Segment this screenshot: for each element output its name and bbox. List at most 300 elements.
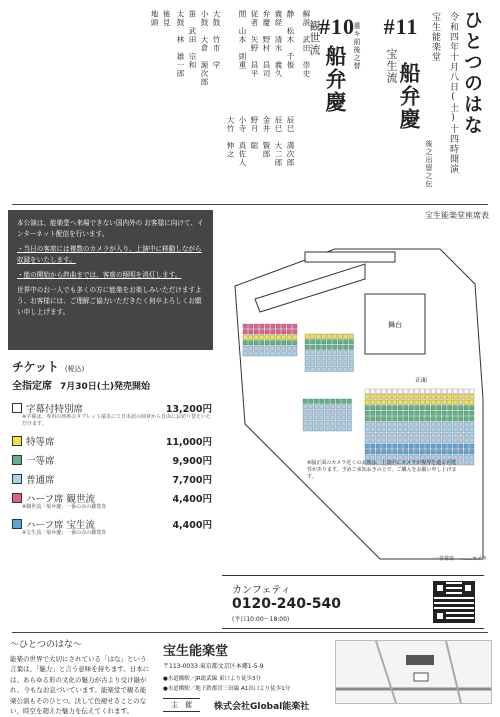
seat: [409, 395, 414, 400]
seat: [415, 417, 420, 422]
seat: [376, 389, 381, 394]
seat: [365, 450, 370, 455]
seat: [431, 450, 436, 455]
seat: [470, 461, 475, 466]
seat: [349, 362, 354, 367]
ticket-name: 字幕付特別席: [26, 403, 84, 415]
seat: [338, 334, 343, 339]
seat: [314, 421, 319, 426]
seat: [320, 405, 325, 410]
seat: [453, 395, 458, 400]
seat: [382, 444, 387, 449]
seat: [311, 367, 316, 372]
seat: [376, 422, 381, 427]
legend-emergency: 一非常席: [433, 556, 454, 562]
seat: [426, 389, 431, 394]
seat: [333, 362, 338, 367]
seat: [448, 389, 453, 394]
seat: [271, 352, 276, 357]
seat: [371, 450, 376, 455]
seat: [376, 428, 381, 433]
seat: [338, 345, 343, 350]
seat: [303, 405, 308, 410]
ticket-name: 一等席: [26, 455, 55, 467]
seat: [309, 421, 314, 426]
seat: [464, 450, 469, 455]
cast-koken-label: 後見: [162, 10, 171, 27]
seat: [448, 433, 453, 438]
seat: [415, 455, 420, 460]
seat: [287, 341, 292, 346]
seat: [426, 406, 431, 411]
seat: [314, 410, 319, 415]
seat: [325, 410, 330, 415]
seat: [409, 455, 414, 460]
svg-text:舞台: 舞台: [388, 321, 402, 329]
seat: [470, 455, 475, 460]
seat: [293, 341, 298, 346]
seat: [470, 433, 475, 438]
seat: [371, 411, 376, 416]
seat: [333, 356, 338, 361]
seat: [333, 340, 338, 345]
seat: [415, 428, 420, 433]
seat: [437, 439, 442, 444]
ticket-row: [12, 431, 212, 450]
main-title: ひとつのはな: [461, 10, 483, 136]
seat: [303, 416, 308, 421]
seat: [431, 433, 436, 438]
notice-intro: 本公演は、能楽堂へ来場できない国内外の お客様に向けて、インターネット配信を行います。: [17, 219, 204, 238]
seat: [305, 362, 310, 367]
seat: [453, 417, 458, 422]
seat: [260, 341, 265, 346]
seat: [282, 330, 287, 335]
seat: [442, 400, 447, 405]
seat: [459, 411, 464, 416]
seat: [365, 389, 370, 394]
seat: [409, 411, 414, 416]
seat: [376, 433, 381, 438]
seat: [349, 351, 354, 356]
seat: [331, 410, 336, 415]
seat: [309, 416, 314, 421]
seat: [387, 400, 392, 405]
seat: [243, 352, 248, 357]
seat: [426, 411, 431, 416]
seat: [276, 346, 281, 351]
seat: [254, 352, 259, 357]
seat: [387, 395, 392, 400]
seat: [415, 411, 420, 416]
seat: [393, 411, 398, 416]
seat: [303, 427, 308, 432]
cast-kotsuzumi: 小鼓 大倉 源次郎: [200, 10, 209, 87]
seat: [470, 389, 475, 394]
program-10-subtitle: 重キ前後之替: [353, 22, 361, 70]
seat: [265, 346, 270, 351]
ticket-name: ハーフ席 宝生流: [26, 519, 96, 531]
ticket-price: 4,400円: [172, 493, 212, 505]
seat: [271, 341, 276, 346]
seat: [249, 324, 254, 329]
seat: [316, 334, 321, 339]
seat: [260, 330, 265, 335]
seat: [276, 352, 281, 357]
ticket-color-swatch: [12, 455, 22, 465]
seat: [365, 422, 370, 427]
seat: [254, 330, 259, 335]
seat: [459, 422, 464, 427]
seat: [331, 421, 336, 426]
seat: [282, 335, 287, 340]
seat: [342, 405, 347, 410]
hosho-performer: 小寺 真佐人: [238, 116, 247, 167]
seat: [459, 433, 464, 438]
seat: [327, 340, 332, 345]
seat: [453, 439, 458, 444]
seating-camera-note: ※脇正面のカメラ近くのお席は、上演中にカメラが視界を遮る可能性があります。予めご承知おきの上で、ご購入をお願い申し上げます。: [307, 460, 457, 480]
seat: [305, 351, 310, 356]
hosho-performer: 辰巳 大二郎: [274, 116, 283, 167]
seat: [426, 395, 431, 400]
seat: [470, 400, 475, 405]
seat: [404, 406, 409, 411]
seat: [393, 433, 398, 438]
seat: [442, 444, 447, 449]
seat: [322, 340, 327, 345]
seat: [371, 406, 376, 411]
bottom-divider: [12, 632, 488, 633]
seat: [453, 389, 458, 394]
seat: [371, 433, 376, 438]
ticket-price: 4,400円: [172, 519, 212, 531]
seat: [409, 389, 414, 394]
seat: [265, 330, 270, 335]
seat: [387, 411, 392, 416]
seat: [336, 405, 341, 410]
seat: [314, 399, 319, 404]
seat: [365, 400, 370, 405]
program-10-title: 船弁慶: [323, 45, 348, 114]
seat: [249, 352, 254, 357]
seat: [287, 324, 292, 329]
seat: [464, 411, 469, 416]
seat: [437, 417, 442, 422]
cast-jigashira-label: 地頭: [150, 10, 159, 27]
seat: [287, 346, 292, 351]
seat: [293, 324, 298, 329]
seat: [431, 455, 436, 460]
seat: [305, 367, 310, 372]
seat: [453, 444, 458, 449]
seat: [420, 406, 425, 411]
cast-ai-a: 間 山本 則重: [238, 10, 247, 70]
seat: [442, 428, 447, 433]
seat: [365, 406, 370, 411]
seat: [327, 367, 332, 372]
seat: [265, 341, 270, 346]
seat: [316, 362, 321, 367]
seat: [415, 389, 420, 394]
seat: [426, 400, 431, 405]
seat: [464, 406, 469, 411]
seat: [325, 416, 330, 421]
hosho-performer: 大竹 伸之: [226, 116, 235, 159]
seat: [448, 406, 453, 411]
seat: [376, 439, 381, 444]
seat: [314, 416, 319, 421]
seat: [393, 406, 398, 411]
seat: [243, 330, 248, 335]
seat: [415, 395, 420, 400]
seat: [382, 428, 387, 433]
seat: [276, 341, 281, 346]
seat: [327, 362, 332, 367]
seat: [303, 421, 308, 426]
seat: [320, 416, 325, 421]
seat: [327, 334, 332, 339]
seat: [365, 417, 370, 422]
seat: [331, 427, 336, 432]
ticket-note: ※字幕は、専用の座席のタブレット端末にて日本語の詞章から自由にお切り替えいただけます。: [22, 414, 211, 427]
seat: [448, 400, 453, 405]
seat: [282, 324, 287, 329]
seat: [371, 395, 376, 400]
seat: [470, 406, 475, 411]
seat: [409, 417, 414, 422]
seat: [431, 406, 436, 411]
seat: [464, 417, 469, 422]
seat: [404, 433, 409, 438]
seat: [409, 428, 414, 433]
seat: [409, 433, 414, 438]
seat: [287, 335, 292, 340]
seat: [431, 389, 436, 394]
seat: [448, 455, 453, 460]
seat: [254, 341, 259, 346]
seat: [327, 351, 332, 356]
seat: [327, 356, 332, 361]
seat: [448, 444, 453, 449]
theatre-access-jr: ●水道橋駅／JR総武線 東口より徒歩3分: [163, 676, 261, 682]
seat: [254, 324, 259, 329]
seat: [271, 335, 276, 340]
seat: [271, 324, 276, 329]
ticket-price: 9,900円: [172, 455, 212, 467]
seat: [437, 395, 442, 400]
seat: [349, 334, 354, 339]
seat: [338, 367, 343, 372]
seat: [420, 389, 425, 394]
seat: [243, 341, 248, 346]
ticket-row: [12, 450, 212, 469]
seat: [347, 399, 352, 404]
seat: [387, 450, 392, 455]
seat: [420, 417, 425, 422]
notice-box: [8, 210, 213, 350]
ticket-release: 7月30日(土)発売開始: [60, 382, 151, 392]
seat: [404, 411, 409, 416]
seat: [342, 399, 347, 404]
seat: [333, 351, 338, 356]
seat: [409, 406, 414, 411]
seat: [431, 422, 436, 427]
seat: [442, 395, 447, 400]
contact-phone[interactable]: 0120-240-540: [232, 596, 342, 612]
seat: [470, 439, 475, 444]
seat: [442, 417, 447, 422]
contact-label: カンフェティ: [232, 585, 291, 596]
seat: [464, 455, 469, 460]
seat: [426, 428, 431, 433]
seat: [409, 400, 414, 405]
cast-fue: 笛 武田 宗和: [188, 10, 197, 70]
seat: [347, 410, 352, 415]
seat: [347, 405, 352, 410]
seat: [249, 330, 254, 335]
seat: [342, 410, 347, 415]
seat: [470, 444, 475, 449]
seat: [311, 345, 316, 350]
seat: [254, 346, 259, 351]
seat: [376, 444, 381, 449]
cast-taiko: 太鼓 林 雄一郎: [176, 10, 185, 78]
seat: [470, 411, 475, 416]
seat: [448, 450, 453, 455]
seat: [453, 433, 458, 438]
ticket-color-swatch: [12, 519, 22, 529]
seating-title: 宝生能楽堂座席表: [425, 211, 489, 220]
seat: [311, 340, 316, 345]
seat: [365, 455, 370, 460]
seat: [342, 427, 347, 432]
notice-request: 世界中のお一人でも多くの方に能楽をお楽しみいただけますよう、お客様には、ご理解ご協力いただきたく何卒よろしくお願い申し上げます。: [17, 286, 202, 316]
seat: [376, 411, 381, 416]
cast-list: [12, 8, 312, 206]
seat: [336, 421, 341, 426]
ticket-price: 7,700円: [172, 474, 212, 486]
seat: [464, 439, 469, 444]
seat: [431, 411, 436, 416]
seat: [349, 345, 354, 350]
seat: [464, 461, 469, 466]
seat: [387, 422, 392, 427]
seat: [331, 416, 336, 421]
svg-text:正面: 正面: [415, 377, 428, 384]
promo-block: [10, 640, 150, 715]
seat: [393, 428, 398, 433]
seat: [387, 433, 392, 438]
seat: [393, 395, 398, 400]
seat: [322, 356, 327, 361]
seat: [415, 450, 420, 455]
seat: [420, 455, 425, 460]
seat: [442, 433, 447, 438]
seat: [314, 405, 319, 410]
seat: [420, 411, 425, 416]
seat: [398, 439, 403, 444]
seat: [371, 439, 376, 444]
seat: [382, 417, 387, 422]
seat: [309, 410, 314, 415]
seat: [265, 324, 270, 329]
seat: [442, 389, 447, 394]
seat: [331, 405, 336, 410]
seat: [325, 399, 330, 404]
seat: [320, 399, 325, 404]
seat: [404, 428, 409, 433]
seat: [393, 450, 398, 455]
seat: [371, 455, 376, 460]
event-date: 令和四年十月八日(土)十四時開演: [448, 12, 458, 174]
seat: [398, 428, 403, 433]
seat: [320, 421, 325, 426]
program-11-number: #11: [383, 14, 419, 39]
ticket-note: ※観世流「船弁慶」一番のみの鑑賞券: [22, 504, 107, 510]
seat: [311, 334, 316, 339]
seat: [336, 416, 341, 421]
seat: [415, 422, 420, 427]
seat: [338, 362, 343, 367]
seat: [260, 324, 265, 329]
seat: [393, 455, 398, 460]
seat: [344, 340, 349, 345]
seat: [431, 444, 436, 449]
seat: [293, 330, 298, 335]
seat: [382, 433, 387, 438]
cast-shizuka-a: 静 松木 千俊: [286, 10, 295, 70]
ticket-name: ハーフ席 観世流: [26, 493, 96, 505]
seat: [287, 352, 292, 357]
seat: [309, 405, 314, 410]
seat: [344, 345, 349, 350]
seat: [336, 399, 341, 404]
seat: [322, 334, 327, 339]
ticket-price: 11,000円: [165, 436, 212, 448]
seat: [382, 389, 387, 394]
theatre-name: 宝生能楽堂: [163, 644, 229, 659]
seat: [415, 439, 420, 444]
ticket-name: 特等席: [26, 436, 55, 448]
seat: [243, 324, 248, 329]
seat: [459, 444, 464, 449]
seat: [243, 346, 248, 351]
seat: [387, 417, 392, 422]
seat: [398, 422, 403, 427]
notice-camera: ・当日の客席には複数のカメラが入り、上演中に移動しながら収録をいたします。: [17, 245, 202, 264]
seat: [293, 335, 298, 340]
ticket-color-swatch: [12, 436, 22, 446]
seat: [347, 416, 352, 421]
theatre-access-subway: ●水道橋駅／地下鉄都営三田線 A1出口より徒歩1分: [163, 686, 291, 692]
seat: [420, 428, 425, 433]
seat: [349, 340, 354, 345]
seat: [404, 455, 409, 460]
seat: [437, 389, 442, 394]
seat: [322, 362, 327, 367]
seat: [260, 335, 265, 340]
seat: [459, 461, 464, 466]
seat: [265, 335, 270, 340]
seat: [260, 346, 265, 351]
seat: [459, 406, 464, 411]
ticket-heading: チケット: [12, 360, 59, 374]
seat: [305, 356, 310, 361]
seat: [382, 400, 387, 405]
seat: [249, 335, 254, 340]
qr-code-icon[interactable]: [434, 582, 474, 622]
